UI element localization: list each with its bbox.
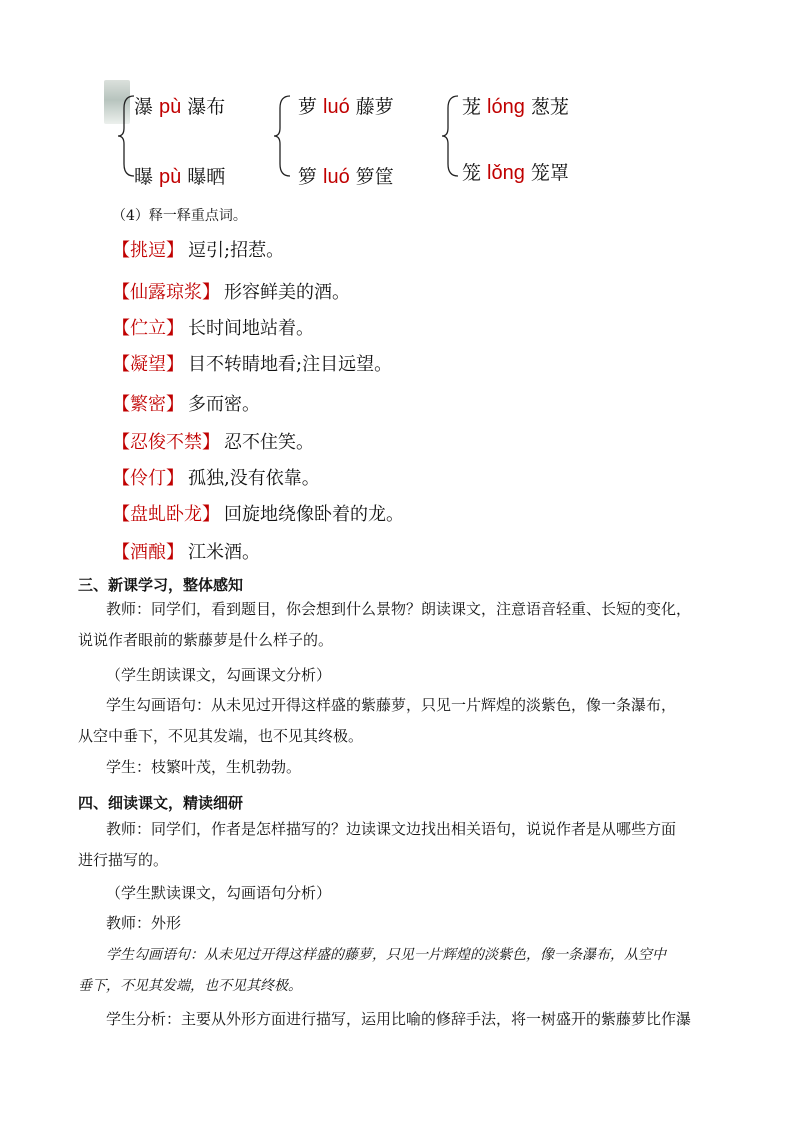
- pinyin-char: 笼: [462, 162, 482, 184]
- pinyin-char: 萝: [298, 96, 318, 118]
- term-key: 【忍俊不禁】: [112, 432, 220, 453]
- term-row: [112, 390, 260, 416]
- pinyin-char: 茏: [462, 96, 482, 118]
- pinyin-row: [134, 92, 225, 119]
- paragraph-line: 说说作者眼前的紫藤萝是什么样子的。: [78, 631, 334, 649]
- pinyin-word: 箩筐: [355, 166, 394, 188]
- pinyin-word: 葱茏: [530, 96, 569, 118]
- term-key: 【盘虬卧龙】: [112, 504, 220, 525]
- paragraph-line: 进行描写的。: [78, 851, 169, 869]
- brace-group-1: [116, 94, 136, 178]
- paragraph-line: 学生勾画语句：从未见过开得这样盛的藤萝，只见一片辉煌的淡紫色，像一条瀑布，从空中: [106, 947, 666, 963]
- pinyin-reading: luó: [323, 96, 350, 118]
- activity-note: （学生默读课文，勾画语句分析）: [106, 884, 332, 902]
- pinyin-word: 瀑布: [187, 96, 226, 118]
- term-row: [112, 538, 260, 564]
- pinyin-word: 笼罩: [530, 162, 569, 184]
- paragraph: [78, 940, 718, 1002]
- term-key: 【伶仃】: [112, 468, 184, 489]
- term-key: 【仙露琼浆】: [112, 282, 220, 303]
- pinyin-reading: pù: [159, 166, 182, 188]
- paragraph: [78, 594, 718, 656]
- term-definition: 回旋地绕像卧着的龙。: [224, 504, 404, 525]
- pinyin-row: [462, 92, 569, 119]
- pinyin-word: 藤萝: [355, 96, 394, 118]
- term-key: 【挑逗】: [112, 240, 184, 261]
- pinyin-row: [134, 162, 225, 189]
- term-definition: 多而密。: [188, 394, 260, 415]
- paragraph: [78, 690, 718, 752]
- paragraph-line: 从空中垂下，不见其发端，也不见其终极。: [78, 727, 364, 745]
- term-row: [112, 428, 314, 454]
- term-key: 【繁密】: [112, 394, 184, 415]
- section-heading: 三、新课学习，整体感知: [78, 576, 244, 594]
- pinyin-reading: lóng: [487, 96, 525, 118]
- paragraph: [78, 814, 718, 876]
- term-row: [112, 350, 392, 376]
- paragraph: [78, 908, 718, 939]
- pinyin-word: 曝晒: [187, 166, 226, 188]
- pinyin-char: 曝: [134, 166, 154, 188]
- paragraph-line: 学生分析：主要从外形方面进行描写，运用比喻的修辞手法，将一树盛开的紫藤萝比作瀑: [106, 1010, 692, 1028]
- term-definition: 逗引;招惹。: [188, 240, 285, 261]
- term-row: [112, 314, 314, 340]
- term-definition: 长时间地站着。: [188, 318, 314, 339]
- term-definition: 形容鲜美的酒。: [224, 282, 350, 303]
- paragraph-line: 学生勾画语句：从未见过开得这样盛的紫藤萝，只见一片辉煌的淡紫色，像一条瀑布，: [106, 696, 677, 714]
- brace-group-3: [440, 94, 460, 178]
- term-row: [112, 278, 350, 304]
- activity-note: （学生朗读课文，勾画课文分析）: [106, 666, 332, 684]
- pinyin-reading: lǒng: [487, 162, 525, 184]
- term-row: [112, 236, 284, 262]
- pinyin-char: 瀑: [134, 96, 154, 118]
- term-row: [112, 500, 404, 526]
- paragraph-line: 学生：枝繁叶茂，生机勃勃。: [106, 758, 302, 776]
- pinyin-reading: luó: [323, 166, 350, 188]
- brace-group-2: [272, 94, 292, 178]
- term-definition: 忍不住笑。: [224, 432, 314, 453]
- term-definition: 目不转睛地看;注目远望。: [188, 354, 393, 375]
- paragraph-line: 教师：同学们，作者是怎样描写的？边读课文边找出相关语句，说说作者是从哪些方面: [106, 820, 677, 838]
- pinyin-reading: pù: [159, 96, 182, 118]
- pinyin-char: 箩: [298, 166, 318, 188]
- paragraph-line: 垂下，不见其发端，也不见其终极。: [78, 978, 302, 994]
- subheading: （4）释一释重点词。: [112, 208, 247, 224]
- pinyin-row: [298, 162, 394, 189]
- paragraph-line: 教师：外形: [106, 914, 182, 932]
- term-key: 【酒酿】: [112, 542, 184, 563]
- paragraph-line: 教师：同学们，看到题目，你会想到什么景物？朗读课文，注意语音轻重、长短的变化，: [106, 600, 692, 618]
- term-key: 【凝望】: [112, 354, 184, 375]
- paragraph: [78, 1004, 718, 1035]
- term-row: [112, 464, 320, 490]
- term-definition: 江米酒。: [188, 542, 260, 563]
- pinyin-row: [462, 158, 569, 185]
- term-definition: 孤独,没有依靠。: [188, 468, 320, 489]
- term-key: 【伫立】: [112, 318, 184, 339]
- paragraph: [78, 752, 718, 783]
- pinyin-row: [298, 92, 394, 119]
- section-heading: 四、细读课文，精读细研: [78, 794, 244, 812]
